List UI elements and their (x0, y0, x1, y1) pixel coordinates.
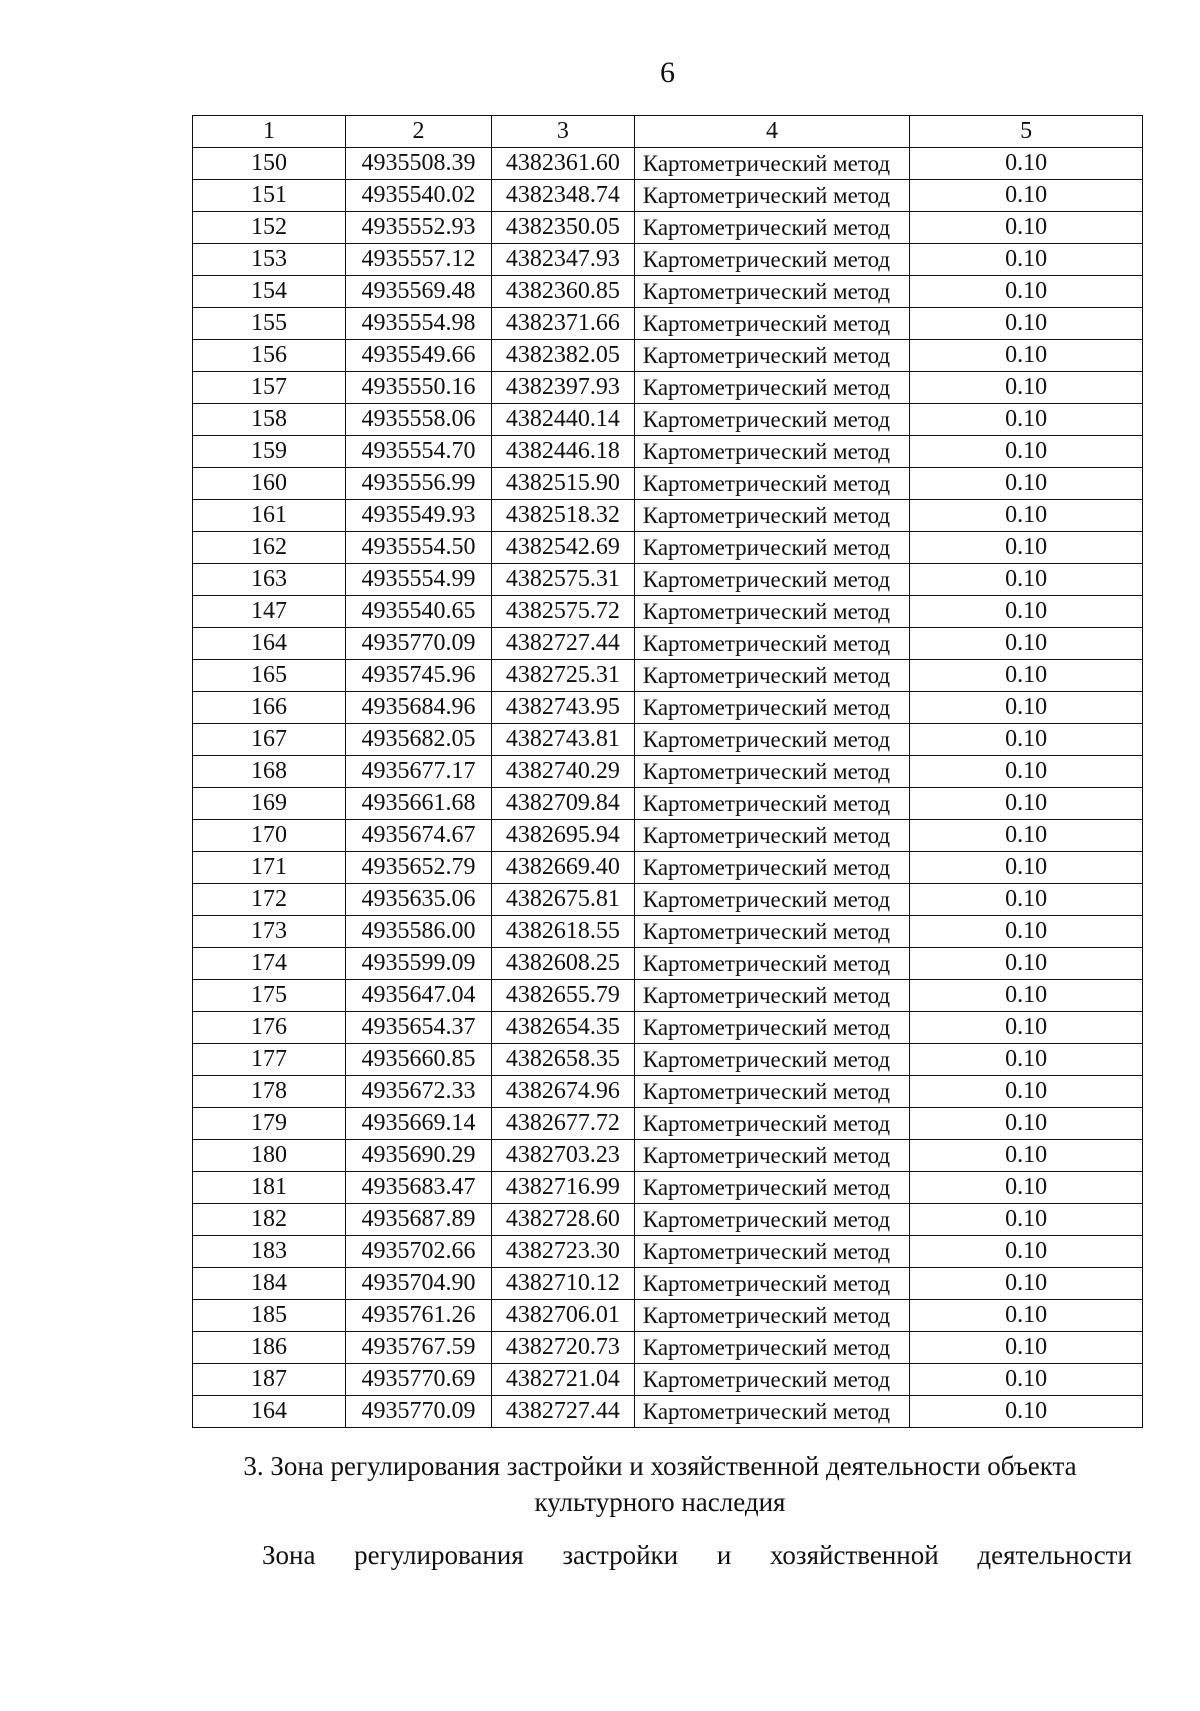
accuracy-cell: 0.10 (910, 980, 1143, 1012)
point-number-cell: 153 (193, 244, 346, 276)
method-cell: Картометрический метод (634, 180, 910, 212)
point-number-cell: 147 (193, 596, 346, 628)
accuracy-cell: 0.10 (910, 1236, 1143, 1268)
table-row (193, 1396, 1143, 1428)
point-number-cell: 159 (193, 436, 346, 468)
table-row (193, 436, 1143, 468)
x-coordinate-cell: 4935704.90 (346, 1268, 492, 1300)
method-cell: Картометрический метод (634, 244, 910, 276)
point-number-cell: 168 (193, 756, 346, 788)
body-word: деятельности (977, 1540, 1132, 1570)
point-number-cell: 165 (193, 660, 346, 692)
x-coordinate-cell: 4935554.98 (346, 308, 492, 340)
method-cell: Картометрический метод (634, 756, 910, 788)
y-coordinate-cell: 4382518.32 (491, 500, 634, 532)
accuracy-cell: 0.10 (910, 628, 1143, 660)
table-row (193, 692, 1143, 724)
point-number-cell: 175 (193, 980, 346, 1012)
y-coordinate-cell: 4382716.99 (491, 1172, 634, 1204)
y-coordinate-cell: 4382654.35 (491, 1012, 634, 1044)
table-row (193, 340, 1143, 372)
table-row (193, 852, 1143, 884)
table-row (193, 1044, 1143, 1076)
point-number-cell: 185 (193, 1300, 346, 1332)
method-cell: Картометрический метод (634, 1076, 910, 1108)
method-cell: Картометрический метод (634, 468, 910, 500)
x-coordinate-cell: 4935677.17 (346, 756, 492, 788)
point-number-cell: 171 (193, 852, 346, 884)
table-row (193, 820, 1143, 852)
point-number-cell: 182 (193, 1204, 346, 1236)
accuracy-cell: 0.10 (910, 692, 1143, 724)
x-coordinate-cell: 4935635.06 (346, 884, 492, 916)
method-cell: Картометрический метод (634, 660, 910, 692)
y-coordinate-cell: 4382674.96 (491, 1076, 634, 1108)
point-number-cell: 167 (193, 724, 346, 756)
point-number-cell: 161 (193, 500, 346, 532)
point-number-cell: 157 (193, 372, 346, 404)
y-coordinate-cell: 4382723.30 (491, 1236, 634, 1268)
accuracy-cell: 0.10 (910, 404, 1143, 436)
accuracy-cell: 0.10 (910, 1044, 1143, 1076)
point-number-cell: 174 (193, 948, 346, 980)
y-coordinate-cell: 4382382.05 (491, 340, 634, 372)
x-coordinate-cell: 4935552.93 (346, 212, 492, 244)
x-coordinate-cell: 4935540.02 (346, 180, 492, 212)
x-coordinate-cell: 4935684.96 (346, 692, 492, 724)
y-coordinate-cell: 4382695.94 (491, 820, 634, 852)
accuracy-cell: 0.10 (910, 1204, 1143, 1236)
method-cell: Картометрический метод (634, 724, 910, 756)
column-header: 5 (910, 116, 1143, 148)
accuracy-cell: 0.10 (910, 468, 1143, 500)
x-coordinate-cell: 4935669.14 (346, 1108, 492, 1140)
x-coordinate-cell: 4935540.65 (346, 596, 492, 628)
y-coordinate-cell: 4382360.85 (491, 276, 634, 308)
column-header: 1 (193, 116, 346, 148)
x-coordinate-cell: 4935654.37 (346, 1012, 492, 1044)
accuracy-cell: 0.10 (910, 1076, 1143, 1108)
method-cell: Картометрический метод (634, 1332, 910, 1364)
y-coordinate-cell: 4382658.35 (491, 1044, 634, 1076)
x-coordinate-cell: 4935554.70 (346, 436, 492, 468)
accuracy-cell: 0.10 (910, 852, 1143, 884)
point-number-cell: 154 (193, 276, 346, 308)
point-number-cell: 183 (193, 1236, 346, 1268)
y-coordinate-cell: 4382669.40 (491, 852, 634, 884)
y-coordinate-cell: 4382677.72 (491, 1108, 634, 1140)
y-coordinate-cell: 4382350.05 (491, 212, 634, 244)
accuracy-cell: 0.10 (910, 436, 1143, 468)
accuracy-cell: 0.10 (910, 244, 1143, 276)
body-word: застройки (562, 1540, 679, 1570)
point-number-cell: 155 (193, 308, 346, 340)
section-heading-line-1: 3. Зона регулирования застройки и хозяйственной деятельности объекта (243, 1451, 1077, 1481)
point-number-cell: 156 (193, 340, 346, 372)
column-header: 4 (634, 116, 910, 148)
y-coordinate-cell: 4382397.93 (491, 372, 634, 404)
method-cell: Картометрический метод (634, 1044, 910, 1076)
y-coordinate-cell: 4382655.79 (491, 980, 634, 1012)
y-coordinate-cell: 4382743.95 (491, 692, 634, 724)
method-cell: Картометрический метод (634, 1268, 910, 1300)
method-cell: Картометрический метод (634, 340, 910, 372)
page-number: 6 (660, 56, 675, 89)
method-cell: Картометрический метод (634, 852, 910, 884)
x-coordinate-cell: 4935586.00 (346, 916, 492, 948)
method-cell: Картометрический метод (634, 1172, 910, 1204)
table-row (193, 660, 1143, 692)
table-row (193, 276, 1143, 308)
body-word: Зона (262, 1540, 316, 1570)
point-number-cell: 180 (193, 1140, 346, 1172)
method-cell: Картометрический метод (634, 404, 910, 436)
x-coordinate-cell: 4935549.93 (346, 500, 492, 532)
y-coordinate-cell: 4382709.84 (491, 788, 634, 820)
table-row (193, 1172, 1143, 1204)
y-coordinate-cell: 4382727.44 (491, 628, 634, 660)
accuracy-cell: 0.10 (910, 532, 1143, 564)
table-row (193, 1108, 1143, 1140)
method-cell: Картометрический метод (634, 212, 910, 244)
method-cell: Картометрический метод (634, 1300, 910, 1332)
accuracy-cell: 0.10 (910, 1108, 1143, 1140)
accuracy-cell: 0.10 (910, 180, 1143, 212)
method-cell: Картометрический метод (634, 1012, 910, 1044)
point-number-cell: 173 (193, 916, 346, 948)
y-coordinate-cell: 4382706.01 (491, 1300, 634, 1332)
y-coordinate-cell: 4382740.29 (491, 756, 634, 788)
x-coordinate-cell: 4935557.12 (346, 244, 492, 276)
body-word: регулирования (354, 1540, 524, 1570)
point-number-cell: 164 (193, 628, 346, 660)
point-number-cell: 169 (193, 788, 346, 820)
method-cell: Картометрический метод (634, 436, 910, 468)
table-row (193, 724, 1143, 756)
y-coordinate-cell: 4382515.90 (491, 468, 634, 500)
method-cell: Картометрический метод (634, 148, 910, 180)
method-cell: Картометрический метод (634, 1108, 910, 1140)
x-coordinate-cell: 4935672.33 (346, 1076, 492, 1108)
method-cell: Картометрический метод (634, 308, 910, 340)
x-coordinate-cell: 4935767.59 (346, 1332, 492, 1364)
table-row (193, 916, 1143, 948)
x-coordinate-cell: 4935745.96 (346, 660, 492, 692)
table-row (193, 756, 1143, 788)
method-cell: Картометрический метод (634, 1236, 910, 1268)
table-row (193, 500, 1143, 532)
table-row (193, 180, 1143, 212)
accuracy-cell: 0.10 (910, 340, 1143, 372)
y-coordinate-cell: 4382721.04 (491, 1364, 634, 1396)
method-cell: Картометрический метод (634, 1364, 910, 1396)
method-cell: Картометрический метод (634, 372, 910, 404)
table-row (193, 404, 1143, 436)
section-body-text (262, 1540, 1132, 1571)
method-cell: Картометрический метод (634, 948, 910, 980)
accuracy-cell: 0.10 (910, 724, 1143, 756)
table-row (193, 244, 1143, 276)
table-row (193, 1300, 1143, 1332)
x-coordinate-cell: 4935770.69 (346, 1364, 492, 1396)
x-coordinate-cell: 4935682.05 (346, 724, 492, 756)
x-coordinate-cell: 4935770.09 (346, 1396, 492, 1428)
x-coordinate-cell: 4935652.79 (346, 852, 492, 884)
table-row (193, 980, 1143, 1012)
table-row (193, 1012, 1143, 1044)
x-coordinate-cell: 4935687.89 (346, 1204, 492, 1236)
point-number-cell: 164 (193, 1396, 346, 1428)
point-number-cell: 162 (193, 532, 346, 564)
table-row (193, 148, 1143, 180)
point-number-cell: 184 (193, 1268, 346, 1300)
point-number-cell: 151 (193, 180, 346, 212)
point-number-cell: 152 (193, 212, 346, 244)
y-coordinate-cell: 4382440.14 (491, 404, 634, 436)
column-header: 3 (491, 116, 634, 148)
table-row (193, 948, 1143, 980)
method-cell: Картометрический метод (634, 916, 910, 948)
table-header-row (193, 116, 1143, 148)
table-row (193, 1236, 1143, 1268)
x-coordinate-cell: 4935761.26 (346, 1300, 492, 1332)
accuracy-cell: 0.10 (910, 1300, 1143, 1332)
y-coordinate-cell: 4382710.12 (491, 1268, 634, 1300)
y-coordinate-cell: 4382675.81 (491, 884, 634, 916)
x-coordinate-cell: 4935550.16 (346, 372, 492, 404)
body-word: хозяйственной (769, 1540, 939, 1570)
table-row (193, 1076, 1143, 1108)
y-coordinate-cell: 4382575.31 (491, 564, 634, 596)
accuracy-cell: 0.10 (910, 916, 1143, 948)
accuracy-cell: 0.10 (910, 308, 1143, 340)
x-coordinate-cell: 4935647.04 (346, 980, 492, 1012)
accuracy-cell: 0.10 (910, 788, 1143, 820)
point-number-cell: 176 (193, 1012, 346, 1044)
method-cell: Картометрический метод (634, 1396, 910, 1428)
method-cell: Картометрический метод (634, 532, 910, 564)
body-word: и (716, 1540, 732, 1570)
accuracy-cell: 0.10 (910, 372, 1143, 404)
accuracy-cell: 0.10 (910, 596, 1143, 628)
section-heading-line-2: культурного наследия (534, 1487, 786, 1517)
y-coordinate-cell: 4382727.44 (491, 1396, 634, 1428)
point-number-cell: 160 (193, 468, 346, 500)
x-coordinate-cell: 4935770.09 (346, 628, 492, 660)
accuracy-cell: 0.10 (910, 212, 1143, 244)
accuracy-cell: 0.10 (910, 660, 1143, 692)
point-number-cell: 166 (193, 692, 346, 724)
y-coordinate-cell: 4382361.60 (491, 148, 634, 180)
section-heading (200, 1448, 1120, 1520)
column-header: 2 (346, 116, 492, 148)
accuracy-cell: 0.10 (910, 1012, 1143, 1044)
table-row (193, 1140, 1143, 1172)
x-coordinate-cell: 4935702.66 (346, 1236, 492, 1268)
y-coordinate-cell: 4382743.81 (491, 724, 634, 756)
point-number-cell: 163 (193, 564, 346, 596)
point-number-cell: 172 (193, 884, 346, 916)
accuracy-cell: 0.10 (910, 1268, 1143, 1300)
accuracy-cell: 0.10 (910, 276, 1143, 308)
table-row (193, 308, 1143, 340)
x-coordinate-cell: 4935660.85 (346, 1044, 492, 1076)
x-coordinate-cell: 4935661.68 (346, 788, 492, 820)
accuracy-cell: 0.10 (910, 756, 1143, 788)
table-row (193, 1204, 1143, 1236)
y-coordinate-cell: 4382725.31 (491, 660, 634, 692)
x-coordinate-cell: 4935599.09 (346, 948, 492, 980)
x-coordinate-cell: 4935683.47 (346, 1172, 492, 1204)
accuracy-cell: 0.10 (910, 820, 1143, 852)
table-row (193, 564, 1143, 596)
method-cell: Картометрический метод (634, 1140, 910, 1172)
table-row (193, 1364, 1143, 1396)
method-cell: Картометрический метод (634, 788, 910, 820)
y-coordinate-cell: 4382703.23 (491, 1140, 634, 1172)
accuracy-cell: 0.10 (910, 1172, 1143, 1204)
x-coordinate-cell: 4935549.66 (346, 340, 492, 372)
y-coordinate-cell: 4382720.73 (491, 1332, 634, 1364)
point-number-cell: 177 (193, 1044, 346, 1076)
y-coordinate-cell: 4382728.60 (491, 1204, 634, 1236)
x-coordinate-cell: 4935508.39 (346, 148, 492, 180)
x-coordinate-cell: 4935569.48 (346, 276, 492, 308)
table-row (193, 532, 1143, 564)
table-row (193, 884, 1143, 916)
x-coordinate-cell: 4935554.99 (346, 564, 492, 596)
point-number-cell: 179 (193, 1108, 346, 1140)
method-cell: Картометрический метод (634, 500, 910, 532)
accuracy-cell: 0.10 (910, 1332, 1143, 1364)
y-coordinate-cell: 4382446.18 (491, 436, 634, 468)
accuracy-cell: 0.10 (910, 1364, 1143, 1396)
point-number-cell: 150 (193, 148, 346, 180)
accuracy-cell: 0.10 (910, 1140, 1143, 1172)
y-coordinate-cell: 4382608.25 (491, 948, 634, 980)
method-cell: Картометрический метод (634, 628, 910, 660)
x-coordinate-cell: 4935674.67 (346, 820, 492, 852)
table-row (193, 372, 1143, 404)
point-number-cell: 158 (193, 404, 346, 436)
y-coordinate-cell: 4382348.74 (491, 180, 634, 212)
y-coordinate-cell: 4382371.66 (491, 308, 634, 340)
table-row (193, 212, 1143, 244)
accuracy-cell: 0.10 (910, 948, 1143, 980)
point-number-cell: 187 (193, 1364, 346, 1396)
coordinates-table (192, 115, 1143, 1428)
x-coordinate-cell: 4935690.29 (346, 1140, 492, 1172)
method-cell: Картометрический метод (634, 1204, 910, 1236)
y-coordinate-cell: 4382347.93 (491, 244, 634, 276)
method-cell: Картометрический метод (634, 884, 910, 916)
y-coordinate-cell: 4382575.72 (491, 596, 634, 628)
table-row (193, 1332, 1143, 1364)
method-cell: Картометрический метод (634, 276, 910, 308)
y-coordinate-cell: 4382618.55 (491, 916, 634, 948)
x-coordinate-cell: 4935554.50 (346, 532, 492, 564)
table-row (193, 1268, 1143, 1300)
accuracy-cell: 0.10 (910, 1396, 1143, 1428)
accuracy-cell: 0.10 (910, 500, 1143, 532)
x-coordinate-cell: 4935558.06 (346, 404, 492, 436)
accuracy-cell: 0.10 (910, 148, 1143, 180)
method-cell: Картометрический метод (634, 980, 910, 1012)
method-cell: Картометрический метод (634, 820, 910, 852)
point-number-cell: 170 (193, 820, 346, 852)
point-number-cell: 186 (193, 1332, 346, 1364)
table-row (193, 788, 1143, 820)
point-number-cell: 178 (193, 1076, 346, 1108)
table-row (193, 468, 1143, 500)
x-coordinate-cell: 4935556.99 (346, 468, 492, 500)
accuracy-cell: 0.10 (910, 564, 1143, 596)
y-coordinate-cell: 4382542.69 (491, 532, 634, 564)
table-row (193, 596, 1143, 628)
method-cell: Картометрический метод (634, 692, 910, 724)
accuracy-cell: 0.10 (910, 884, 1143, 916)
point-number-cell: 181 (193, 1172, 346, 1204)
table-body (193, 148, 1143, 1428)
table-row (193, 628, 1143, 660)
method-cell: Картометрический метод (634, 596, 910, 628)
method-cell: Картометрический метод (634, 564, 910, 596)
